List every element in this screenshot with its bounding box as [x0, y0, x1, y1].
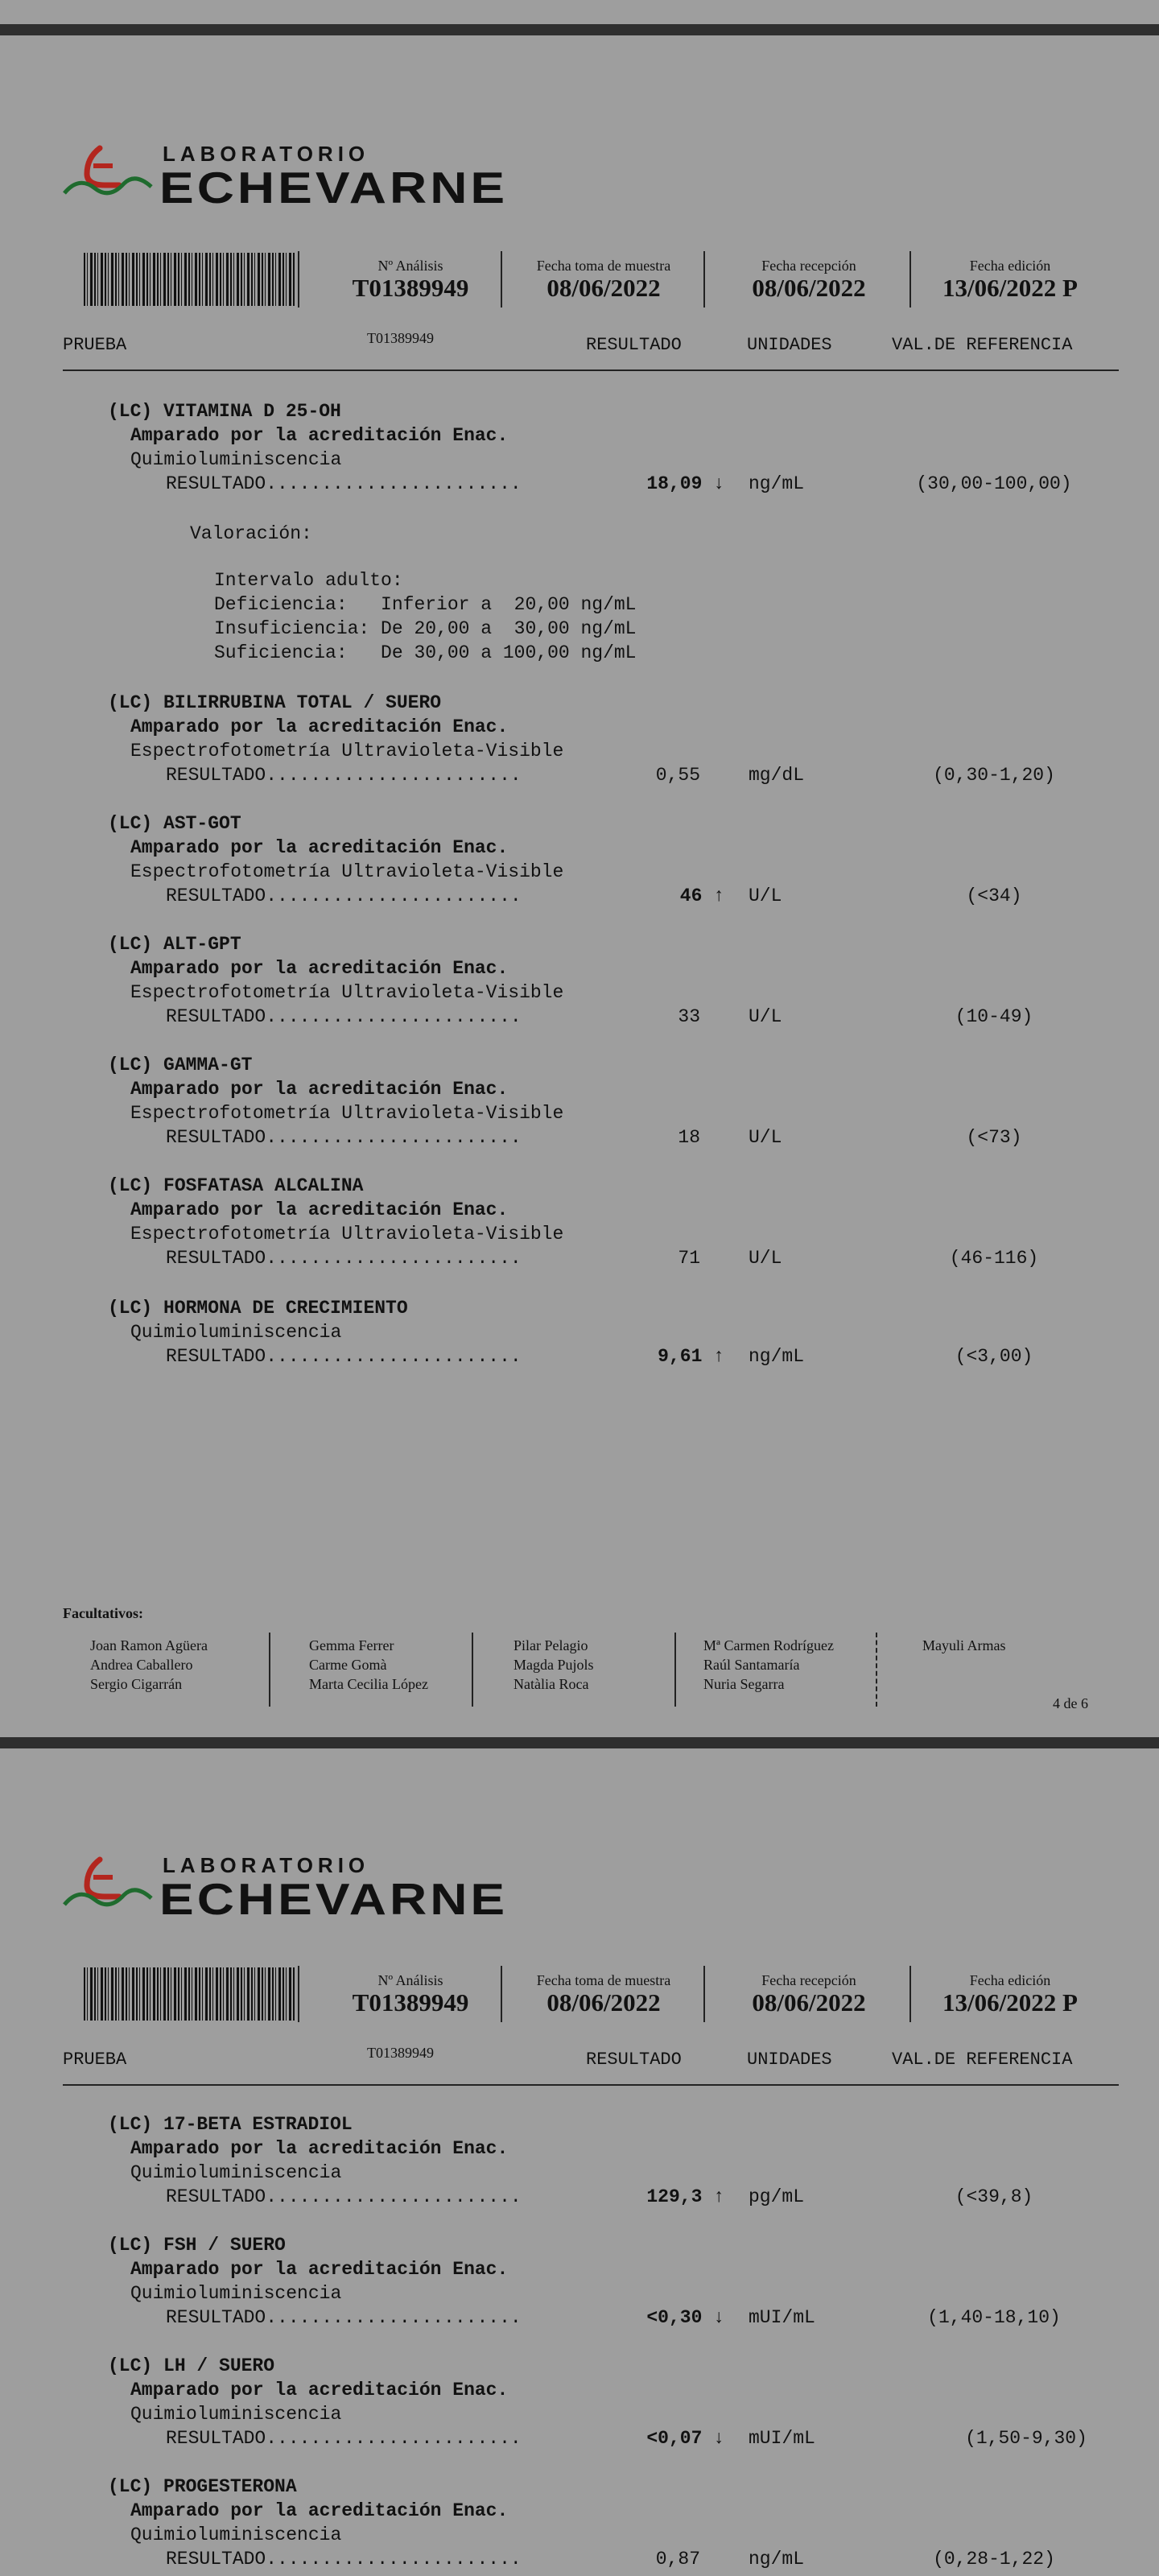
result-unit: mg/dL	[749, 765, 805, 786]
facultativos-divider	[269, 1633, 270, 1707]
result-reference: (<34)	[966, 886, 1022, 906]
test-name: (LC) FSH / SUERO	[108, 2235, 286, 2256]
col-reference: VAL.DE REFERENCIA	[892, 335, 1073, 355]
result-value: <0,07 ↓	[646, 2428, 724, 2449]
method: Espectrofotometría Ultravioleta-Visible	[130, 1103, 564, 1124]
test-name: (LC) GAMMA-GT	[108, 1055, 253, 1075]
test-name: (LC) ALT-GPT	[108, 934, 241, 955]
col-test: PRUEBA	[63, 2050, 127, 2070]
col-result: RESULTADO	[586, 2050, 682, 2070]
sample-date-label: Fecha toma de muestra	[536, 1972, 671, 1988]
result-label: RESULTADO.......................	[166, 1006, 522, 1027]
result-value: 129,3 ↑	[646, 2186, 724, 2207]
result-label: RESULTADO.......................	[166, 765, 522, 786]
method: Espectrofotometría Ultravioleta-Visible	[130, 861, 564, 882]
doctor-name: Pilar Pelagio	[514, 1637, 588, 1653]
analysis-number: T01389949	[352, 274, 469, 302]
doctor-name: Magda Pujols	[514, 1657, 594, 1673]
result-reference: (46-116)	[949, 1248, 1039, 1269]
test-name: (LC) BILIRRUBINA TOTAL / SUERO	[108, 692, 442, 713]
result-unit: mUI/mL	[749, 2428, 815, 2449]
result-label: RESULTADO.......................	[166, 473, 522, 494]
result-label: RESULTADO.......................	[166, 886, 522, 906]
method: Quimioluminiscencia	[130, 2524, 342, 2545]
doctor-name: Nuria Segarra	[703, 1676, 785, 1692]
col-result: RESULTADO	[586, 335, 682, 355]
sample-date-label: Fecha toma de muestra	[536, 258, 671, 274]
reception-date: 08/06/2022	[752, 274, 866, 302]
result-unit: U/L	[749, 886, 782, 906]
doctor-name: Gemma Ferrer	[309, 1637, 394, 1653]
test-name: (LC) VITAMINA D 25-OH	[108, 401, 341, 422]
result-reference: (1,50-9,30)	[965, 2428, 1087, 2449]
edition-date: 13/06/2022 P	[942, 274, 1078, 302]
interval-title: Intervalo adulto:	[214, 570, 403, 591]
facultativos-col-5	[922, 1636, 1083, 1655]
header-divider	[703, 251, 705, 308]
accreditation: Amparado por la acreditación Enac.	[130, 1199, 509, 1220]
col-units: UNIDADES	[747, 2050, 832, 2070]
result-unit: mUI/mL	[749, 2307, 815, 2328]
doctor-name: Carme Gomà	[309, 1657, 387, 1673]
facultativos-col-4	[703, 1636, 864, 1694]
doctor-name: Natàlia Roca	[514, 1676, 589, 1692]
sample-date: 08/06/2022	[547, 274, 661, 302]
page-border-top	[0, 24, 1159, 35]
result-unit: pg/mL	[749, 2186, 805, 2207]
result-value: 18	[678, 1127, 700, 1148]
result-unit: U/L	[749, 1127, 782, 1148]
interval-insufficiency: Insuficiencia: De 20,00 a 30,00 ng/mL	[214, 618, 637, 639]
accreditation: Amparado por la acreditación Enac.	[130, 2380, 509, 2401]
method: Quimioluminiscencia	[130, 2283, 342, 2304]
accreditation: Amparado por la acreditación Enac.	[130, 2259, 509, 2280]
analysis-label: Nº Análisis	[377, 258, 443, 274]
accreditation: Amparado por la acreditación Enac.	[130, 716, 509, 737]
result-reference: (0,30-1,20)	[933, 765, 1055, 786]
header-divider	[703, 1966, 705, 2022]
doctor-name: Sergio Cigarrán	[90, 1676, 183, 1692]
accreditation: Amparado por la acreditación Enac.	[130, 2500, 509, 2521]
method: Espectrofotometría Ultravioleta-Visible	[130, 741, 564, 762]
header-rule	[63, 2084, 1119, 2086]
edition-date: 13/06/2022 P	[942, 1988, 1078, 2017]
accreditation: Amparado por la acreditación Enac.	[130, 2138, 509, 2159]
method: Espectrofotometría Ultravioleta-Visible	[130, 982, 564, 1003]
result-unit: ng/mL	[749, 473, 805, 494]
result-value: 0,55	[655, 765, 700, 786]
lab-logo-mark-icon	[63, 1853, 167, 1911]
result-value: <0,30 ↓	[646, 2307, 724, 2328]
facultativos-col-3	[514, 1636, 666, 1694]
report-page-2	[0, 1719, 1159, 2576]
result-label: RESULTADO.......................	[166, 1346, 522, 1367]
result-label: RESULTADO.......................	[166, 1248, 522, 1269]
reception-date-label: Fecha recepción	[761, 258, 856, 274]
doctor-name: Mª Carmen Rodríguez	[703, 1637, 834, 1653]
method: Quimioluminiscencia	[130, 2404, 342, 2425]
doctor-name: Raúl Santamaría	[703, 1657, 800, 1673]
facultativos-title: Facultativos:	[63, 1605, 143, 1621]
header-rule	[63, 369, 1119, 371]
method: Espectrofotometría Ultravioleta-Visible	[130, 1224, 564, 1245]
header-divider	[298, 251, 299, 308]
logo-name: ECHEVARNE	[159, 163, 509, 213]
test-name: (LC) HORMONA DE CRECIMIENTO	[108, 1298, 408, 1319]
result-value: 46 ↑	[679, 886, 724, 906]
result-value: 9,61 ↑	[658, 1346, 724, 1367]
method: Quimioluminiscencia	[130, 2162, 342, 2183]
interval-deficiency: Deficiencia: Inferior a 20,00 ng/mL	[214, 594, 637, 615]
result-unit: ng/mL	[749, 2549, 805, 2570]
method: Quimioluminiscencia	[130, 449, 342, 470]
result-label: RESULTADO.......................	[166, 2428, 522, 2449]
analysis-number: T01389949	[352, 1988, 469, 2017]
result-reference: (<39,8)	[955, 2186, 1033, 2207]
result-value: 33	[678, 1006, 700, 1027]
result-reference: (<3,00)	[955, 1346, 1033, 1367]
accreditation: Amparado por la acreditación Enac.	[130, 1079, 509, 1100]
result-unit: U/L	[749, 1006, 782, 1027]
facultativos-divider	[876, 1633, 877, 1707]
lab-logo-mark-icon	[63, 142, 167, 200]
barcode	[84, 253, 295, 306]
reception-date: 08/06/2022	[752, 1988, 866, 2017]
analysis-label: Nº Análisis	[377, 1972, 443, 1988]
page-number: 4 de 6	[1053, 1695, 1088, 1711]
doctor-name: Marta Cecilia López	[309, 1676, 428, 1692]
facultativos-col-1	[90, 1636, 267, 1694]
test-name: (LC) LH / SUERO	[108, 2355, 275, 2376]
header-divider	[501, 1966, 502, 2022]
logo-subtitle: LABORATORIO	[163, 1853, 370, 1877]
result-reference: (1,40-18,10)	[927, 2307, 1061, 2328]
result-value: 18,09 ↓	[646, 473, 724, 494]
result-value: 0,87	[655, 2549, 700, 2570]
result-reference: (30,00-100,00)	[916, 473, 1072, 494]
accreditation: Amparado por la acreditación Enac.	[130, 425, 509, 446]
doctor-name: Joan Ramon Agüera	[90, 1637, 208, 1653]
header-divider	[298, 1966, 299, 2022]
result-label: RESULTADO.......................	[166, 2186, 522, 2207]
result-value: 71	[678, 1248, 700, 1269]
doctor-name: Mayuli Armas	[922, 1637, 1006, 1653]
result-reference: (0,28-1,22)	[933, 2549, 1055, 2570]
test-name: (LC) 17-BETA ESTRADIOL	[108, 2114, 353, 2135]
col-test: PRUEBA	[63, 335, 127, 355]
result-unit: ng/mL	[749, 1346, 805, 1367]
doctor-name: Andrea Caballero	[90, 1657, 193, 1673]
test-name: (LC) FOSFATASA ALCALINA	[108, 1175, 364, 1196]
col-reference: VAL.DE REFERENCIA	[892, 2050, 1073, 2070]
accreditation: Amparado por la acreditación Enac.	[130, 837, 509, 858]
result-reference: (<73)	[966, 1127, 1022, 1148]
facultativos-divider	[472, 1633, 473, 1707]
interval-sufficiency: Suficiencia: De 30,00 a 100,00 ng/mL	[214, 642, 637, 663]
result-unit: U/L	[749, 1248, 782, 1269]
logo-subtitle: LABORATORIO	[163, 142, 370, 166]
accreditation: Amparado por la acreditación Enac.	[130, 958, 509, 979]
facultativos-col-2	[309, 1636, 470, 1694]
barcode	[84, 1967, 295, 2021]
logo-name: ECHEVARNE	[159, 1874, 509, 1924]
valuation-title: Valoración:	[190, 523, 312, 544]
facultativos-divider	[674, 1633, 676, 1707]
col-units: UNIDADES	[747, 335, 832, 355]
result-label: RESULTADO.......................	[166, 1127, 522, 1148]
barcode-text: T01389949	[367, 330, 434, 346]
reception-date-label: Fecha recepción	[761, 1972, 856, 1988]
method: Quimioluminiscencia	[130, 1322, 342, 1343]
header-divider	[501, 251, 502, 308]
test-name: (LC) AST-GOT	[108, 813, 241, 834]
sample-date: 08/06/2022	[547, 1988, 661, 2017]
test-name: (LC) PROGESTERONA	[108, 2476, 297, 2497]
barcode-text: T01389949	[367, 2045, 434, 2061]
result-reference: (10-49)	[955, 1006, 1033, 1027]
edition-date-label: Fecha edición	[969, 1972, 1051, 1988]
result-label: RESULTADO.......................	[166, 2549, 522, 2570]
edition-date-label: Fecha edición	[969, 258, 1051, 274]
result-label: RESULTADO.......................	[166, 2307, 522, 2328]
